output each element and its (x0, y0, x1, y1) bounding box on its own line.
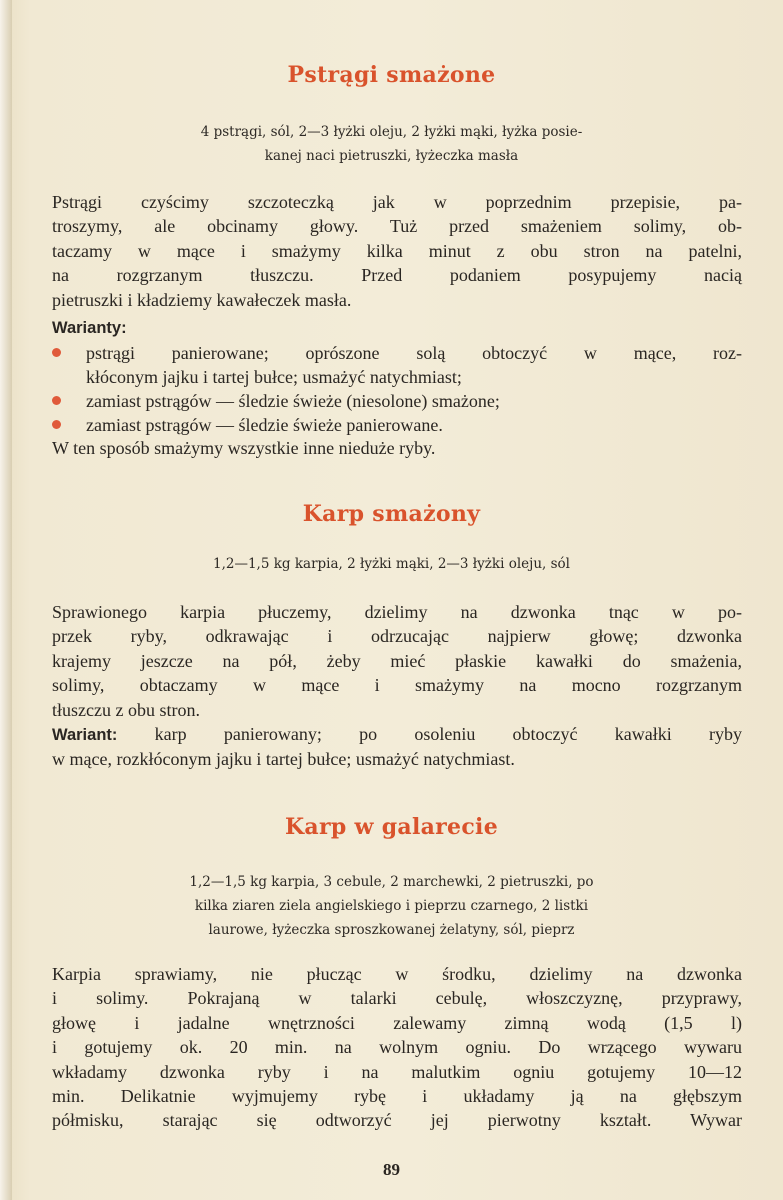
variant-text: zamiast pstrągów — śledzie świeże (niesolone) smażone; (86, 391, 500, 411)
method-karp-galareta (52, 962, 742, 1133)
ingredients-line: 1,2—1,5 kg karpia, 2 łyżki mąki, 2—3 łyżki oleju, sól (213, 556, 570, 572)
ingredients-line: 1,2—1,5 kg karpia, 3 cebule, 2 marchewki, 2 pietruszki, po (189, 874, 594, 890)
variant-item (52, 389, 742, 414)
text-line: Pstrągi czyścimy szczoteczką jak w poprzednim przepisie, pa- (52, 192, 742, 212)
ingredients-line: 4 pstrągi, sól, 2—3 łyżki oleju, 2 łyżki mąki, łyżka posie- (200, 124, 583, 140)
text-line: półmisku, starając się odtworzyć jej pierwotny kształt. Wywar (52, 1110, 742, 1131)
text-line: przek ryby, odkrawając i odrzucając najpierw głowę; dzwonka (52, 626, 742, 647)
text-line (52, 722, 742, 747)
text-line: tłuszczu z obu stron. (52, 699, 200, 720)
recipe-title-karp-galareta: Karp w galarecie (285, 814, 498, 840)
bullet-icon (52, 396, 61, 405)
page-binding-edge (0, 0, 12, 1200)
text-line: krajemy jeszcze na pół, żeby mieć płaskie kawałki do smażenia, (52, 650, 742, 671)
text-line: troszymy, ale obcinamy głowy. Tuż przed smażeniem solimy, ob- (52, 216, 742, 237)
page-number: 89 (383, 1160, 400, 1179)
variant-text: pstrągi panierowane; oprószone solą obtoczyć w mące, roz- (86, 343, 742, 363)
recipe-title-pstragi: Pstrągi smażone (287, 62, 496, 88)
text-line: solimy, obtaczamy w mące i smażymy na mocno rozgrzanym (52, 675, 742, 696)
variants-label: Warianty: (52, 319, 127, 337)
variant-item (52, 413, 742, 438)
recipe-title-karp-smazony: Karp smażony (302, 501, 481, 527)
bullet-icon (52, 420, 61, 429)
variant-text: kłóconym jajku i tartej bułce; usmażyć natychmiast; (86, 367, 462, 387)
text-line: w mące, rozkłóconym jajku i tartej bułce; usmażyć natychmiast. (52, 749, 515, 770)
text-line: na rozgrzanym tłuszczu. Przed podaniem posypujemy nacią (52, 265, 742, 286)
variants-heading (52, 315, 742, 340)
text-line: Karpia sprawiamy, nie płucząc w środku, dzielimy na dzwonka (52, 964, 742, 984)
closing-pstragi (52, 436, 742, 460)
variant-item (52, 341, 742, 391)
bullet-icon (52, 348, 61, 357)
text-line: Sprawionego karpia płuczemy, dzielimy na dzwonka tnąc w po- (52, 602, 742, 622)
variant-text: karp panierowany; po osoleniu obtoczyć kawałki ryby (117, 724, 742, 744)
ingredients-line: kanej naci pietruszki, łyżeczka masła (264, 148, 519, 164)
ingredients-line: laurowe, łyżeczka sproszkowanej żelatyny, sól, pieprz (208, 922, 575, 938)
variant-text: zamiast pstrągów — śledzie świeże panierowane. (86, 415, 443, 435)
text-line: min. Delikatnie wyjmujemy rybę i układamy ją na głębszym (52, 1086, 742, 1107)
text-line: i gotujemy ok. 20 min. na wolnym ogniu. Do wrzącego wywaru (52, 1037, 742, 1058)
variant-karp-smazony (52, 722, 742, 772)
text-line: taczamy w mące i smażymy kilka minut z obu stron na patelni, (52, 240, 742, 261)
variant-label: Wariant: (52, 726, 118, 744)
text-line: głowę i jadalne wnętrzności zalewamy zimną wodą (1,5 l) (52, 1012, 742, 1033)
ingredients-karp-galareta (0, 870, 783, 942)
text-line: i solimy. Pokrajaną w talarki cebulę, włoszczyznę, przyprawy, (52, 988, 742, 1009)
ingredients-pstragi (0, 120, 783, 168)
text-line: wkładamy dzwonka ryby i na malutkim ogniu gotujemy 10—12 (52, 1061, 742, 1082)
ingredients-line: kilka ziaren ziela angielskiego i pieprzu czarnego, 2 listki (194, 898, 589, 914)
method-karp-smazony (52, 600, 742, 722)
text-line: pietruszki i kładziemy kawałeczek masła. (52, 289, 352, 310)
ingredients-karp-smazony (0, 552, 783, 576)
text-line: W ten sposób smażymy wszystkie inne nieduże ryby. (52, 438, 436, 458)
method-pstragi (52, 190, 742, 312)
